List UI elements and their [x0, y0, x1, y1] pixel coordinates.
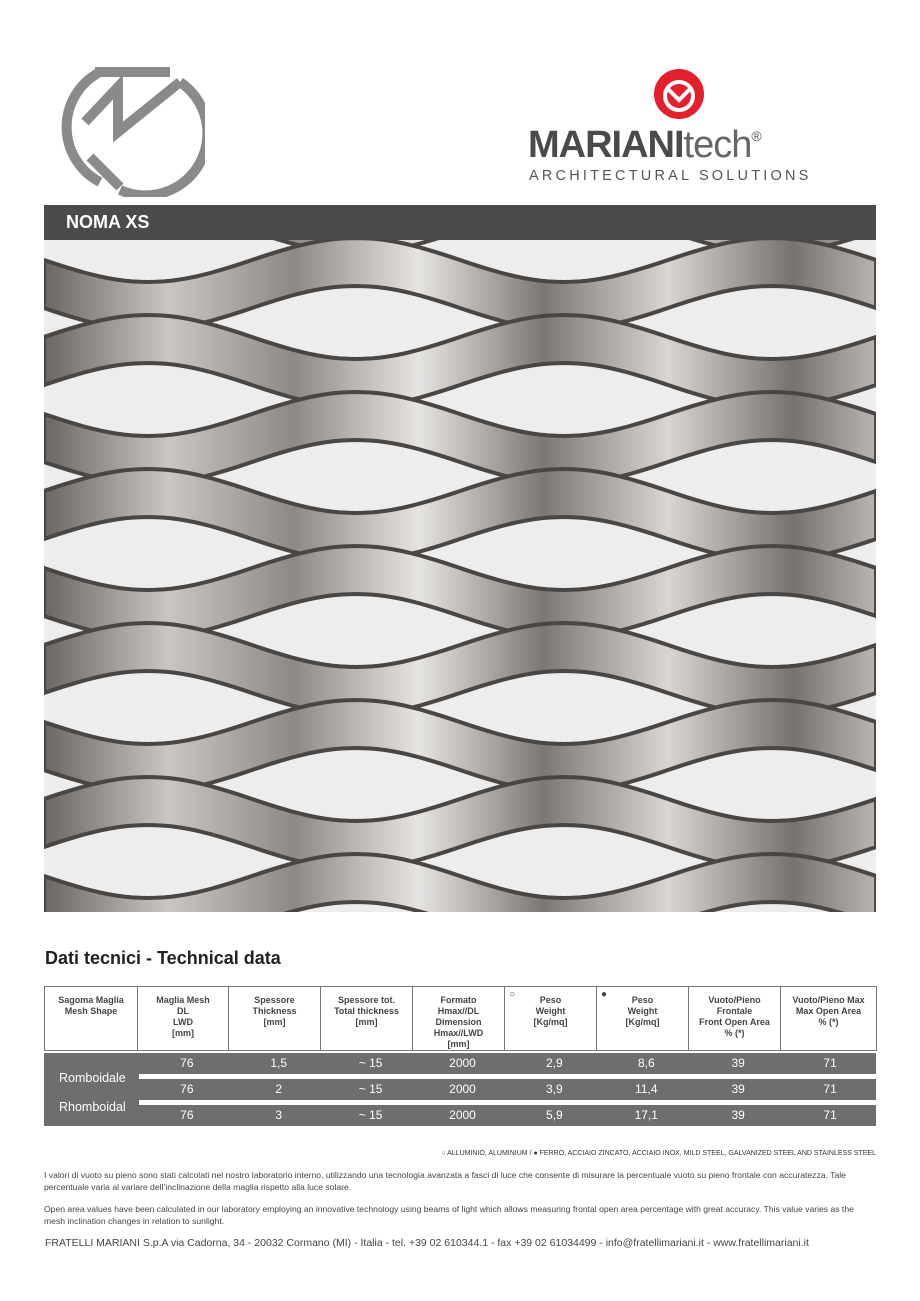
brand-name-bold: MARIANI	[528, 124, 684, 166]
table-row	[44, 1079, 876, 1100]
table-cell: 39	[731, 1082, 745, 1096]
header-line: Maglia Mesh	[156, 995, 210, 1005]
table-cell: 17,1	[634, 1108, 658, 1122]
product-title: NOMA XS	[44, 205, 876, 240]
column-header	[413, 987, 505, 1051]
header-line: LWD	[173, 1017, 193, 1027]
table-cell: 76	[180, 1082, 194, 1096]
table-row	[44, 1053, 876, 1074]
mesh-shape-cell	[44, 1053, 139, 1126]
table-cell: 39	[731, 1108, 745, 1122]
header-line: [mm]	[355, 1017, 378, 1027]
header-line: Sagoma Maglia	[58, 995, 124, 1005]
header-line: [mm]	[172, 1028, 194, 1038]
table-cell: 11,4	[635, 1082, 658, 1096]
header-line: Frontale	[716, 1006, 753, 1016]
header-line: Spessore	[254, 995, 295, 1005]
header-line: Front Open Area	[699, 1017, 770, 1027]
header-line: Total thickness	[334, 1006, 399, 1016]
open-circle-icon: ○	[441, 1150, 446, 1157]
header-line: Max Open Area	[795, 1006, 862, 1016]
table-cell: 2000	[449, 1108, 476, 1122]
mariani-red-emblem-icon	[651, 68, 707, 120]
column-header	[229, 987, 321, 1051]
table-cell: 3,9	[546, 1082, 563, 1096]
header-line: [mm]	[263, 1017, 286, 1027]
table-cell: 76	[180, 1108, 194, 1122]
table-cell: 2000	[449, 1082, 476, 1096]
table-cell: 5,9	[546, 1108, 563, 1122]
material-legend	[441, 1150, 876, 1157]
column-header	[45, 987, 138, 1051]
table-cell: ~ 15	[358, 1082, 383, 1096]
brand-name-light: tech	[683, 124, 752, 166]
column-header	[138, 987, 229, 1051]
mesh-shape-it: Romboidale	[59, 1071, 126, 1085]
table-body	[44, 1053, 876, 1131]
column-header	[321, 987, 413, 1051]
filled-circle-icon: ●	[601, 989, 608, 1000]
table-cell: ~ 15	[358, 1108, 383, 1122]
table-cell: 3	[275, 1108, 283, 1122]
header-line: Dimension	[435, 1017, 482, 1027]
note-italian: I valori di vuoto su pieno sono stati calcolati nel nostro laboratorio interno, utilizzando una tecnologia avanzata a fasci di luce che consente di misurare la percentuale vuoto su pieno frontale con accuratezza. Tale percentuale varia al variare dell’inclinazione della maglia rispetto alla luce solare.	[44, 1170, 846, 1192]
header-line: Mesh Shape	[64, 1006, 118, 1016]
header-line: % (*)	[818, 1017, 839, 1027]
brand-name	[528, 124, 761, 167]
registered-mark: ®	[751, 128, 761, 144]
column-header	[781, 987, 877, 1051]
table-cell: 71	[823, 1056, 837, 1070]
table-cell: 8,6	[637, 1056, 655, 1070]
open-circle-icon: ○	[509, 989, 516, 1000]
header-line: DL	[177, 1006, 189, 1016]
header-line: [Kg/mq]	[533, 1017, 568, 1027]
header-line: Vuoto/Pieno	[708, 995, 761, 1005]
table-header-row	[45, 987, 877, 1051]
header-line: Peso	[631, 995, 654, 1005]
column-header	[505, 987, 597, 1051]
header-line: [Kg/mq]	[625, 1017, 660, 1027]
header-line: Spessore tot.	[337, 995, 395, 1005]
table-cell: 2,9	[546, 1056, 563, 1070]
table-cell: 71	[823, 1082, 837, 1096]
header-line: Thickness	[252, 1006, 297, 1016]
table-cell: 76	[180, 1056, 194, 1070]
header-line: [mm]	[447, 1039, 470, 1049]
header-line: Weight	[535, 1006, 566, 1016]
table-cell: 1,5	[270, 1056, 288, 1070]
legend-aluminium: ALLUMINIO, ALUMINIUM /	[447, 1150, 532, 1157]
table-cell: 2	[275, 1082, 283, 1096]
mesh-shape-en: Rhomboidal	[59, 1100, 126, 1114]
legend-steel: FERRO, ACCIAIO ZINCATO, ACCIAIO INOX, MILD STEEL, GALVANIZED STEEL AND STAINLESS STEEL	[539, 1150, 876, 1157]
table-cell: ~ 15	[358, 1056, 383, 1070]
brand-tagline: ARCHITECTURAL SOLUTIONS	[529, 168, 812, 184]
mariani-emblem-logo	[60, 62, 205, 197]
technical-data-table	[44, 986, 877, 1051]
marianitech-logo	[528, 68, 848, 188]
column-header	[689, 987, 781, 1051]
table-cell: 71	[823, 1108, 837, 1122]
table-cell: 2000	[449, 1056, 476, 1070]
header-line: % (*)	[724, 1028, 745, 1038]
table-row	[44, 1105, 876, 1126]
section-title: Dati tecnici - Technical data	[45, 948, 281, 968]
filled-circle-icon: ●	[533, 1150, 538, 1157]
table-cell: 39	[731, 1056, 745, 1070]
header-line: Peso	[539, 995, 562, 1005]
header-line: Hmax//LWD	[433, 1028, 484, 1038]
header-line: Formato	[440, 995, 477, 1005]
column-header	[597, 987, 689, 1051]
header-line: Vuoto/Pieno Max	[792, 995, 865, 1005]
company-footer: FRATELLI MARIANI S.p.A via Cadorna, 34 - 20032 Cormano (MI) - Italia - tel. +39 02 610344.1 - fax +39 02 61034499 - info@fratellimariani.it - www.fratellimariani.it	[45, 1237, 809, 1249]
mesh-product-photo	[44, 240, 876, 912]
header-line: Weight	[627, 1006, 658, 1016]
note-english: Open area values have been calculated in our laboratory employing an innovative technology using beams of light which allows measuring frontal open area percentage with great accuracy. This value varies as the mesh inclination changes in relation to sunlight.	[44, 1204, 854, 1226]
header-line: Hmax//DL	[437, 1006, 480, 1016]
